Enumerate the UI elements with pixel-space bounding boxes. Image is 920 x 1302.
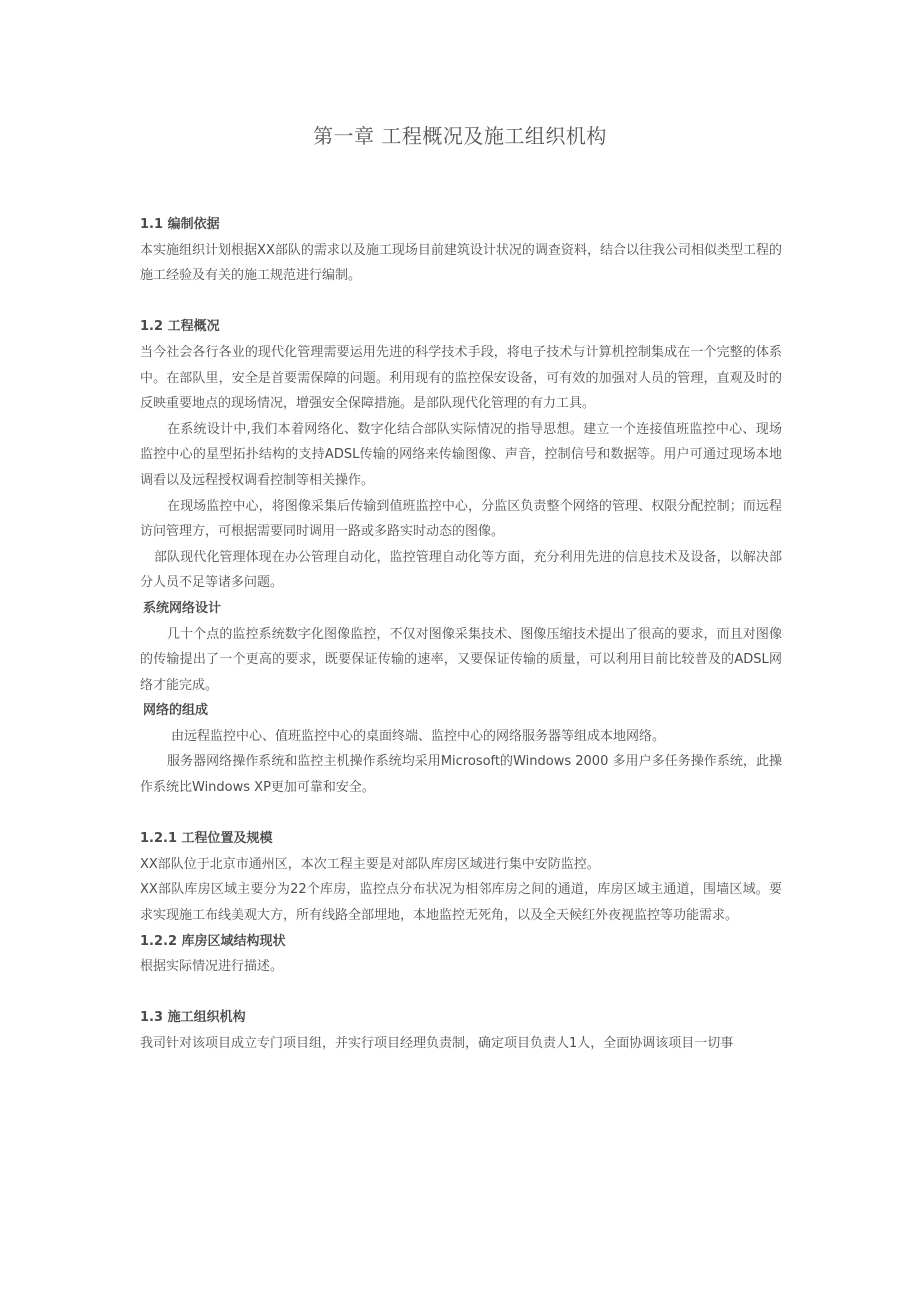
section-heading-1-2 <box>140 314 782 340</box>
paragraph: 当今社会各行各业的现代化管理需要运用先进的科学技术手段，将电子技术与计算机控制集成在一个完整的体系中。在部队里，安全是首要需保障的问题。利用现有的监控保安设备，可有效的加强对人员的管理，直观及时的反映重要地点的现场情况，增强安全保障措施。是部队现代化管理的有力工具。 <box>140 344 782 412</box>
paragraph: 在现场监控中心，将图像采集后传输到值班监控中心，分监区负责整个网络的管理、权限分配控制；而远程访问管理方，可根据需要同时调用一路或多路实时动态的图像。 <box>140 498 782 540</box>
paragraph: 在系统设计中,我们本着网络化、数字化结合部队实际情况的指导思想。建立一个连接值班监控中心、现场监控中心的星型拓扑结构的支持ADSL传输的网络来传输图像、声音，控制信号和数据等。用户可通过现场本地调看以及远程授权调看控制等相关操作。 <box>140 421 782 488</box>
section-number: 1.1 <box>140 217 164 232</box>
section-heading-1-1 <box>140 212 782 238</box>
paragraph: 由远程监控中心、值班监控中心的桌面终端、监控中心的网络服务器等组成本地网络。 <box>171 728 666 744</box>
subheading-network-composition: 网络的组成 <box>143 703 209 719</box>
paragraph: 几十个点的监控系统数字化图像监控，不仅对图像采集技术、图像压缩技术提出了很高的要求，而且对图像的传输提出了一个更高的要求，既要保证传输的速率，又要保证传输的质量，可以利用目前比较普及的ADSL网络才能完成。 <box>140 626 782 693</box>
spacer <box>140 801 782 827</box>
section-number: 1.2.1 <box>140 831 178 847</box>
section-title: 库房区域结构现状 <box>181 933 286 949</box>
paragraph: 服务器网络操作系统和监控主机操作系统均采用Microsoft的Windows 2000 多用户多任务操作系统，此操作系统比Windows XP更加可靠和安全。 <box>140 754 782 796</box>
paragraph: XX部队库房区域主要分为22个库房，监控点分布状况为相邻库房之间的通道，库房区域主通道，围墙区域。要求实现施工布线美观大方，所有线路全部埋地，本地监控无死角，以及全天候红外夜视监控等功能需求。 <box>140 882 782 924</box>
paragraph: 根据实际情况进行描述。 <box>140 959 284 975</box>
section-title: 工程位置及规模 <box>181 831 273 847</box>
subheading-network-design: 系统网络设计 <box>143 600 222 616</box>
page-title: 第一章 工程概况及施工组织机构 <box>313 124 607 148</box>
spacer <box>140 289 782 315</box>
section-heading-1-2-1 <box>140 826 782 852</box>
section-title: 编制依据 <box>167 217 220 232</box>
paragraph: 我司针对该项目成立专门项目组，并实行项目经理负责制，确定项目负责人1人，全面协调该项目一切事 <box>140 1036 734 1051</box>
section-title: 施工组织机构 <box>167 1010 246 1026</box>
section-heading-1-2-2 <box>140 929 782 955</box>
section-number: 1.2 <box>140 319 164 335</box>
section-number: 1.3 <box>140 1010 164 1026</box>
paragraph: 部队现代化管理体现在办公管理自动化，监控管理自动化等方面，充分利用先进的信息技术及设备，以解决部分人员不足等诸多问题。 <box>140 549 782 591</box>
section-title: 工程概况 <box>167 319 220 335</box>
section-heading-1-3 <box>140 1005 782 1031</box>
paragraph: XX部队位于北京市通州区，本次工程主要是对部队库房区域进行集中安防监控。 <box>140 856 600 872</box>
spacer <box>140 980 782 1006</box>
document-body <box>140 212 782 1057</box>
section-number: 1.2.2 <box>140 933 178 949</box>
paragraph: 本实施组织计划根据XX部队的需求以及施工现场目前建筑设计状况的调查资料，结合以往我公司相似类型工程的施工经验及有关的施工规范进行编制。 <box>140 242 782 284</box>
